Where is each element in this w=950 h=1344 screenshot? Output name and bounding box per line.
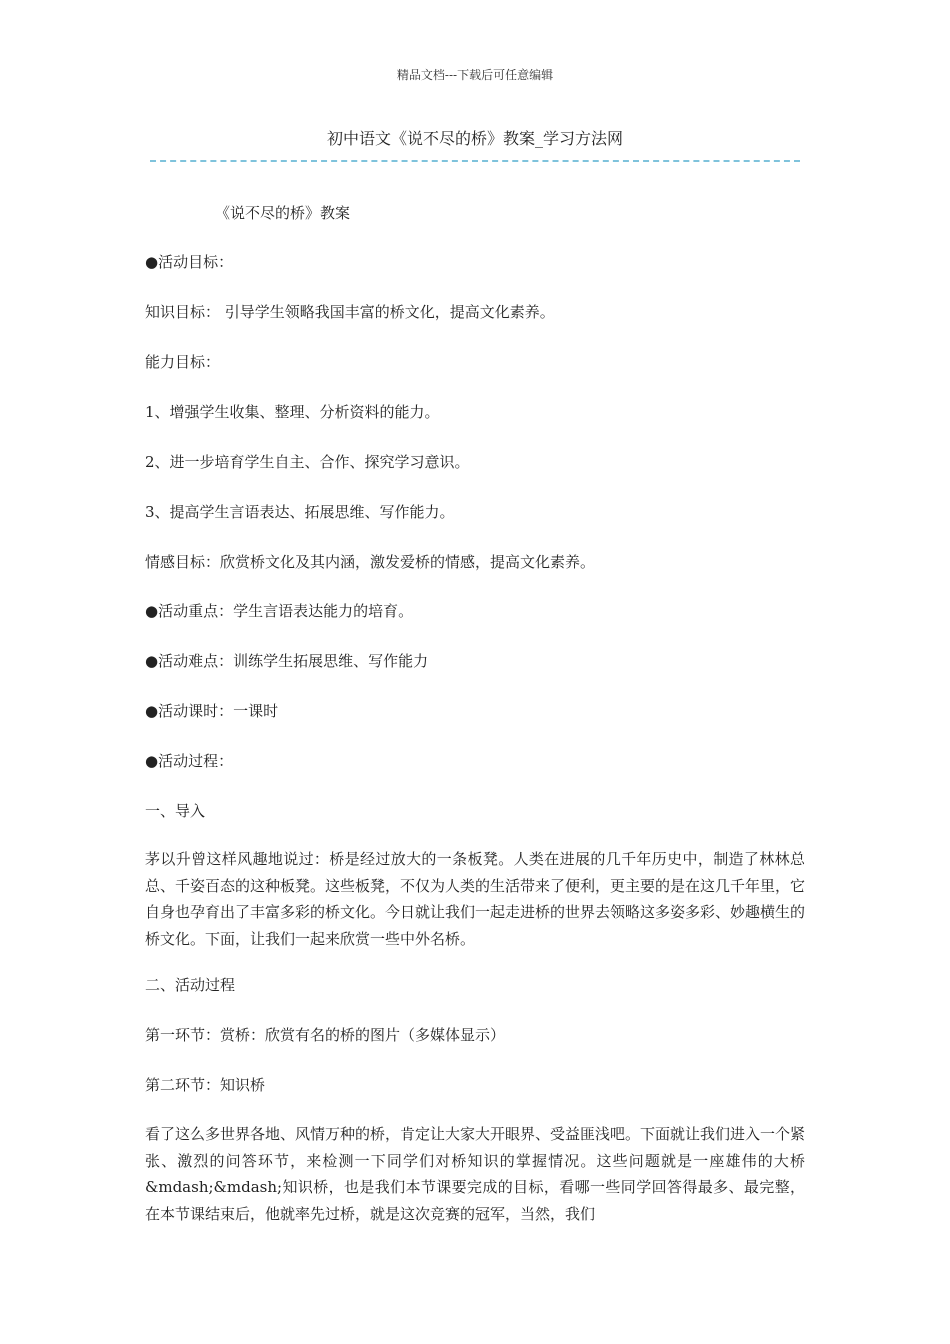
class-hours: ●活动课时：一课时 [145, 702, 279, 720]
ability-item-3: 3、提高学生言语表达、拓展思维、写作能力。 [145, 503, 455, 521]
ability-item-2: 2、进一步培育学生自主、合作、探究学习意识。 [145, 453, 470, 471]
header-note: 精品文档---下载后可任意编辑 [396, 68, 554, 82]
page-title: 初中语文《说不尽的桥》教案_学习方法网 [326, 129, 623, 148]
section-heading-process: 二、活动过程 [145, 976, 236, 994]
ability-heading: 能力目标： [145, 353, 221, 371]
step-2: 第二环节：知识桥 [145, 1076, 266, 1094]
intro-paragraph: 茅以升曾这样风趣地说过：桥是经过放大的一条板凳。人类在进展的几千年历史中，制造了林林总总、千姿百态的这种板凳。这些板凳，不仅为人类的生活带来了便利，更主要的是在这几千年里，它自身也孕育出了丰富多彩的桥文化。今日就让我们一起走进桥的世界去领略这多姿多彩、妙趣横生的桥文化。下面，让我们一起来欣赏一些中外名桥。 [145, 850, 806, 948]
step-2-paragraph: 看了这么多世界各地、风情万种的桥，肯定让大家大开眼界、受益匪浅吧。下面就让我们进入一个紧张、激烈的问答环节，来检测一下同学们对桥知识的掌握情况。这些问题就是一座雄伟的大桥&mdash;&mdash;知识桥，也是我们本节课要完成的目标，看哪一些同学回答得最多、最完整，在本节课结束后，他就率先过桥，就是这次竞赛的冠军，当然，我们 [145, 1125, 806, 1223]
emotion-goal: 情感目标：欣赏桥文化及其内涵，激发爱桥的情感，提高文化素养。 [145, 553, 596, 571]
knowledge-goal: 知识目标： 引导学生领略我国丰富的桥文化，提高文化素养。 [145, 303, 555, 321]
process-heading: ●活动过程： [145, 752, 234, 770]
section-heading-intro: 一、导入 [145, 802, 206, 820]
ability-item-1: 1、增强学生收集、整理、分析资料的能力。 [145, 403, 440, 421]
difficulty-point: ●活动难点：训练学生拓展思维、写作能力 [145, 652, 429, 670]
title-divider [150, 160, 800, 162]
goals-heading: ●活动目标： [145, 253, 234, 271]
lesson-title: 《说不尽的桥》教案 [215, 204, 351, 222]
step-1: 第一环节：赏桥：欣赏有名的桥的图片（多媒体显示） [145, 1026, 506, 1044]
key-point: ●活动重点：学生言语表达能力的培育。 [145, 602, 414, 620]
